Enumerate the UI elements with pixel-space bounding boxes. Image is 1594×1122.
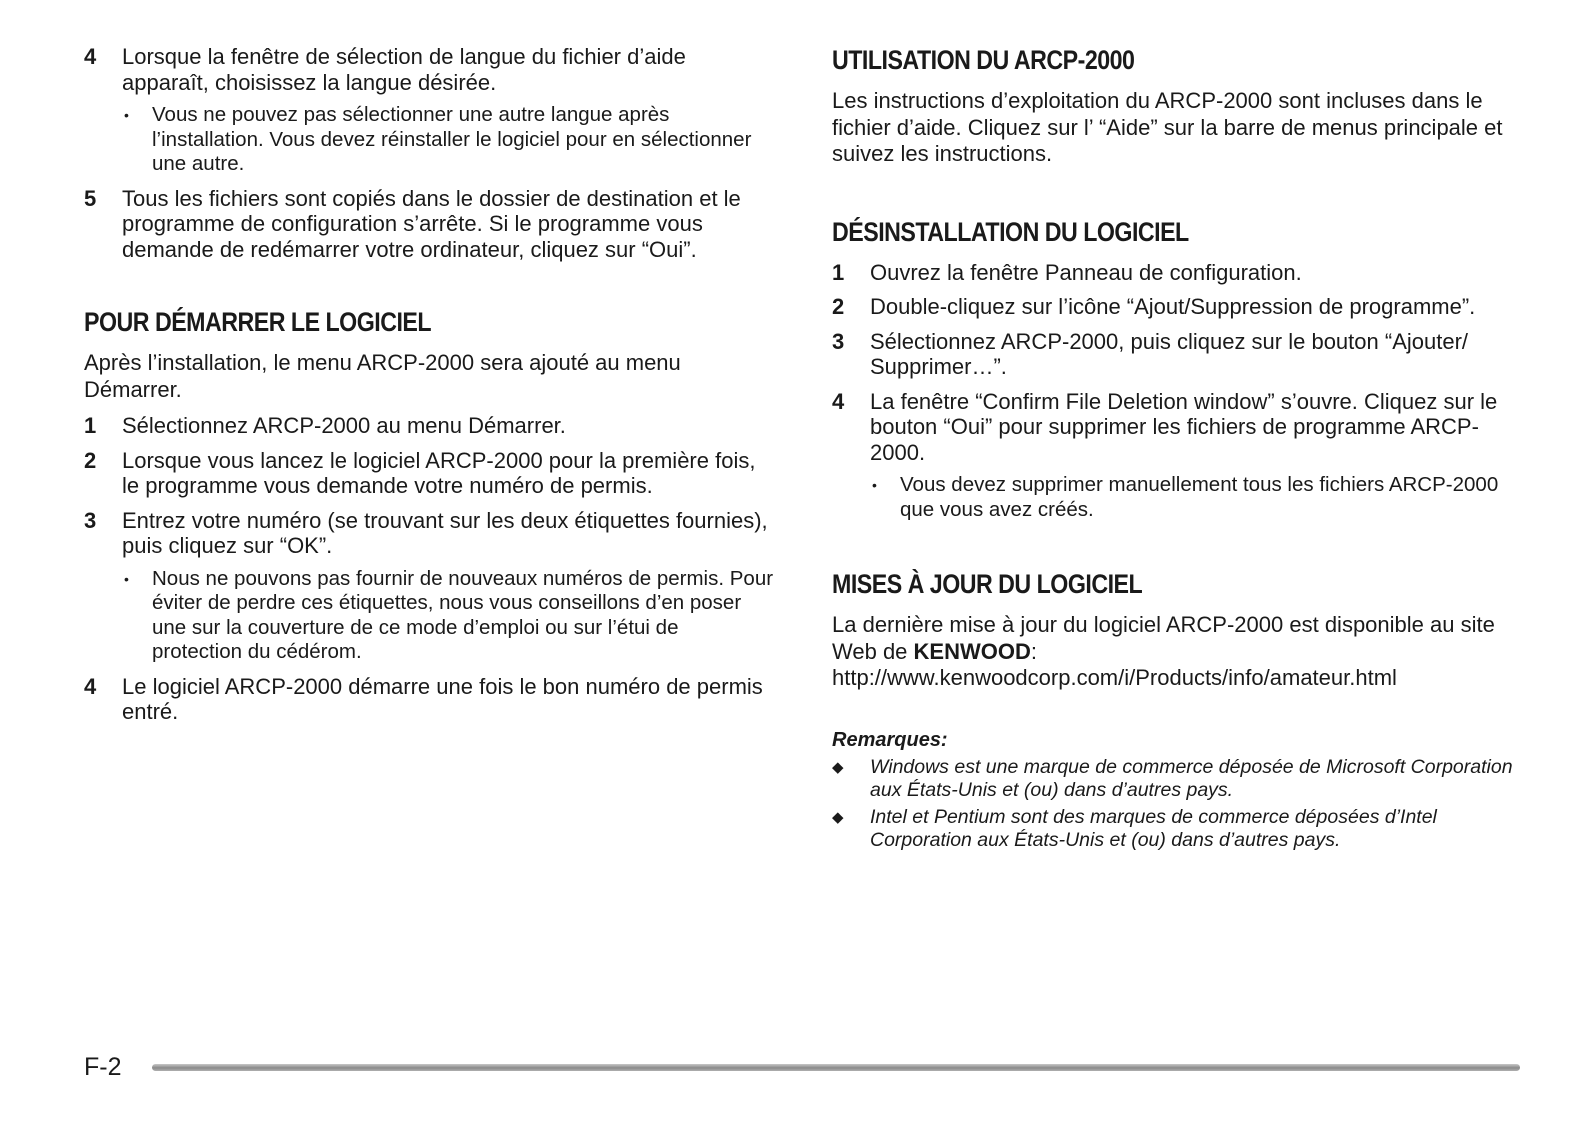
note-text: Vous devez supprimer manuellement tous les fichiers ARCP-2000 que vous avez créés. (900, 473, 1499, 521)
step-number: 2 (832, 294, 845, 319)
note-text: Nous ne pouvons pas fournir de nouveaux numéros de permis. Pour éviter de perdre ces étiquettes, nous vous conseillons d’en poser une sur la couverture de ce mode d’emploi ou sur l’étui de protection du cédérom. (152, 566, 774, 663)
step-text: Sélectionnez ARCP-2000, puis cliquez sur le bouton “Ajouter/ Supprimer…”. (870, 328, 1469, 379)
start-step-1 (84, 413, 774, 439)
step-text: Tous les fichiers sont copiés dans le dossier de destination et le programme de configuration s’arrête. Si le programme vous demande de redémarrer votre ordinateur, cliquez sur “Oui”. (122, 185, 741, 262)
start-intro: Après l’installation, le menu ARCP-2000 sera ajouté au menu Démarrer. (84, 350, 681, 402)
install-note (122, 103, 774, 177)
start-note (122, 567, 774, 665)
start-step-2 (84, 448, 774, 499)
step-number: 3 (84, 507, 97, 533)
step-text: Double-cliquez sur l’icône “Ajout/Suppression de programme”. (870, 294, 1476, 319)
remark-item (832, 806, 1532, 853)
step-text: Lorsque la fenêtre de sélection de langue du fichier d’aide apparaît, choisissez la langue désirée. (122, 44, 686, 95)
left-column (84, 44, 774, 734)
bullet-icon: • (124, 107, 129, 123)
note-text: Vous ne pouvez pas sélectionner une autre langue après l’installation. Vous devez réinstaller le logiciel pour en sélectionner une autre. (152, 103, 752, 175)
step-text: Sélectionnez ARCP-2000 au menu Démarrer. (122, 413, 566, 438)
uninstall-heading: DÉSINSTALLATION DU LOGICIEL (832, 216, 1189, 247)
install-step-4 (84, 44, 774, 95)
start-step-3 (84, 508, 774, 559)
step-number: 5 (84, 185, 97, 211)
right-column (832, 44, 1532, 856)
uninstall-step-3 (832, 329, 1532, 380)
step-text: Entrez votre numéro (se trouvant sur les deux étiquettes fournies), puis cliquez sur “OK”. (122, 507, 768, 558)
brand-name: KENWOOD (913, 638, 1031, 664)
step-number: 4 (84, 44, 97, 69)
uninstall-step-1 (832, 260, 1532, 286)
uninstall-step-4 (832, 389, 1532, 466)
usage-text: Les instructions d’exploitation du ARCP-2000 sont incluses dans le fichier d’aide. Cliquez sur l’ “Aide” sur la barre de menus principale et suivez les instructions. (832, 88, 1503, 166)
updates-url[interactable]: http://www.kenwoodcorp.com/i/Products/info/amateur.html (832, 665, 1397, 690)
step-number: 3 (832, 328, 845, 354)
remarks-title: Remarques: (832, 728, 948, 751)
updates-heading: MISES À JOUR DU LOGICIEL (832, 569, 1143, 599)
start-heading: POUR DÉMARRER LE LOGICIEL (84, 307, 432, 337)
diamond-bullet-icon: ◆ (832, 758, 844, 776)
updates-text (832, 612, 1532, 692)
step-number: 1 (84, 413, 97, 438)
step-text: Le logiciel ARCP-2000 démarre une fois le bon numéro de permis entré. (122, 673, 763, 724)
step-number: 4 (832, 388, 845, 414)
start-step-4 (84, 674, 774, 725)
step-text: Ouvrez la fenêtre Panneau de configuration. (870, 259, 1302, 285)
step-text: La fenêtre “Confirm File Deletion window” s’ouvre. Cliquez sur le bouton “Oui” pour supprimer les fichiers de programme ARCP-2000. (870, 388, 1498, 465)
remark-text: Intel et Pentium sont des marques de commerce déposées d’Intel Corporation aux États-Unis et (ou) dans d’autres pays. (870, 805, 1437, 851)
updates-colon: : (1030, 638, 1037, 664)
step-number: 2 (84, 447, 97, 473)
page-number: F-2 (84, 1053, 122, 1081)
step-text: Lorsque vous lancez le logiciel ARCP-2000 pour la première fois, le programme vous demande votre numéro de permis. (122, 447, 756, 498)
diamond-bullet-icon: ◆ (832, 808, 844, 826)
uninstall-step-2 (832, 294, 1532, 320)
footer-rule (152, 1064, 1520, 1071)
usage-heading: UTILISATION DU ARCP-2000 (832, 45, 1135, 75)
step-number: 1 (832, 259, 845, 285)
install-step-5 (84, 186, 774, 263)
uninstall-note (870, 473, 1532, 522)
bullet-icon: • (872, 477, 877, 493)
bullet-icon: • (124, 570, 129, 587)
remark-item (832, 756, 1532, 803)
step-number: 4 (84, 673, 97, 699)
remark-text: Windows est une marque de commerce déposée de Microsoft Corporation aux États-Unis et (ou) dans d’autres pays. (870, 755, 1513, 801)
updates-text-lead: La dernière mise à jour du logiciel ARCP-2000 est disponible au site Web de (832, 612, 1495, 664)
